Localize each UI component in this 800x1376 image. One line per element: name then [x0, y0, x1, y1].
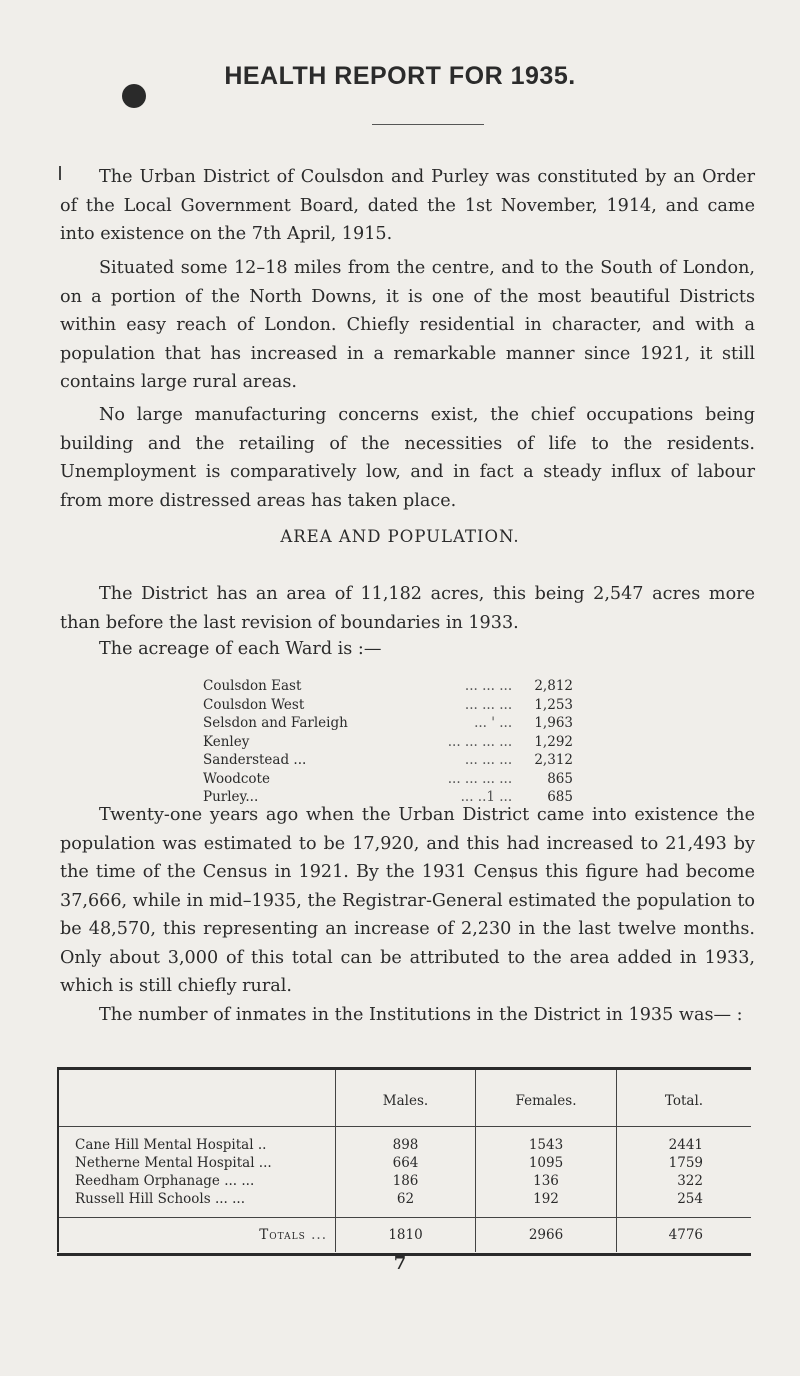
total-count: 2441 [668, 1137, 703, 1153]
leader-dots: ... [311, 1227, 327, 1243]
institution-name: Netherne Mental Hospital ... [58, 1154, 336, 1172]
page-title: HEALTH REPORT FOR 1935. [224, 62, 576, 90]
institution-name: Russell Hill Schools ... ... [58, 1190, 336, 1218]
leader-dots: ... ... ... ... [447, 733, 513, 750]
institutions-table-frame [57, 1067, 751, 1256]
females-count: 192 [476, 1190, 617, 1218]
table-row [203, 751, 573, 770]
paragraph-area: The District has an area of 11,182 acres, this being 2,547 acres more than before the last revision of boundaries in 1933. [60, 584, 755, 633]
females-count: 1095 [476, 1154, 617, 1172]
table-row [58, 1127, 751, 1155]
males-count: 186 [336, 1172, 476, 1190]
grand-total: 4776 [617, 1218, 752, 1253]
ward-acreage-table [203, 677, 573, 807]
table-row [58, 1190, 751, 1218]
institutions-table [57, 1070, 751, 1252]
column-header-total: Total. [617, 1070, 752, 1127]
ward-acres: 1,963 [534, 715, 573, 731]
ward-name: Kenley [203, 733, 250, 750]
leader-dots: ... ... ... [464, 752, 513, 768]
total-count: 322 [677, 1173, 703, 1189]
paragraph-inmates: The number of inmates in the Institutions in the District in 1935 was— : [99, 1005, 743, 1025]
leader-dots: ... ... ... [464, 678, 513, 694]
females-count: 1543 [476, 1127, 617, 1155]
females-total: 2966 [476, 1218, 617, 1253]
totals-label-cell [58, 1218, 336, 1253]
institution-name: Cane Hill Mental Hospital .. [58, 1127, 336, 1155]
leader-dots: ... ... ... ... [447, 770, 513, 787]
ward-name: Woodcote [203, 770, 270, 787]
acreage-intro: The acreage of each Ward is :— [99, 639, 382, 659]
ward-name: Selsdon and Farleigh [203, 715, 348, 731]
females-count: 136 [476, 1172, 617, 1190]
males-count: 664 [336, 1154, 476, 1172]
totals-row [58, 1218, 751, 1253]
total-count: 1759 [668, 1155, 703, 1171]
ward-acres: 685 [547, 789, 573, 805]
table-row [203, 733, 573, 752]
leader-dots: ... ... ... [464, 696, 513, 713]
ward-acres: 2,312 [534, 752, 573, 768]
paragraph-occupations: No large manufacturing concerns exist, the chief occupations being building and the retailing of the necessities of life to the residents. Unemployment is comparatively low, and in fact a steady influx of labour from more distressed areas has taken place. [60, 405, 755, 511]
males-count: 898 [336, 1127, 476, 1155]
males-count: 62 [336, 1190, 476, 1218]
leader-dots: ... ..1 ... [460, 789, 513, 805]
paragraph-situation: Situated some 12–18 miles from the centre, and to the South of London, on a portion of the North Downs, it is one of the most beautiful Districts within easy reach of London. Chiefly residential in character, and with a population that has increased in a remarkable manner since 1921, it still contains large rural areas. [60, 258, 755, 392]
table-row [203, 770, 573, 789]
paragraph-population: Twenty-one years ago when the Urban District came into existence the population was estimated to be 17,920, and this had increased to 21,493 by the time of the Census in 1921. By the 1931 Census this figure had become 37,666, while in mid–1935, the Registrar-General estimated the population to be 48,570, this representing an increase of 2,230 in the last twelve months. Only about 3,000 of this total can be attributed to the area added in 1933, which is still chiefly rural. [60, 805, 755, 996]
table-row [58, 1154, 751, 1172]
totals-label: Totals [259, 1227, 306, 1243]
page-number: 7 [393, 1253, 407, 1274]
ward-acres: 2,812 [534, 678, 573, 694]
leader-dots: ... ' ... [474, 715, 513, 731]
table-row [203, 696, 573, 715]
ward-name: Purley... [203, 789, 259, 805]
table-row [203, 714, 573, 733]
paragraph-constitution: The Urban District of Coulsdon and Purley was constituted by an Order of the Local Government Board, dated the 1st November, 1914, and came into existence on the 7th April, 1915. [60, 167, 755, 244]
ward-name: Sanderstead ... [203, 752, 307, 768]
table-row [203, 677, 573, 696]
ward-acres: 1,253 [534, 696, 573, 713]
institution-name: Reedham Orphanage ... ... [58, 1172, 336, 1190]
ward-name: Coulsdon West [203, 696, 305, 713]
total-count: 254 [677, 1191, 703, 1207]
section-heading: AREA AND POPULATION. [280, 527, 520, 546]
column-header-females: Females. [476, 1070, 617, 1127]
ward-name: Coulsdon East [203, 678, 302, 694]
column-header-institution [58, 1070, 336, 1127]
column-header-males: Males. [336, 1070, 476, 1127]
table-row [58, 1172, 751, 1190]
table-header-row [58, 1070, 751, 1127]
males-total: 1810 [336, 1218, 476, 1253]
ward-acres: 865 [547, 770, 573, 787]
ward-acres: 1,292 [534, 733, 573, 750]
title-underline [372, 124, 484, 125]
